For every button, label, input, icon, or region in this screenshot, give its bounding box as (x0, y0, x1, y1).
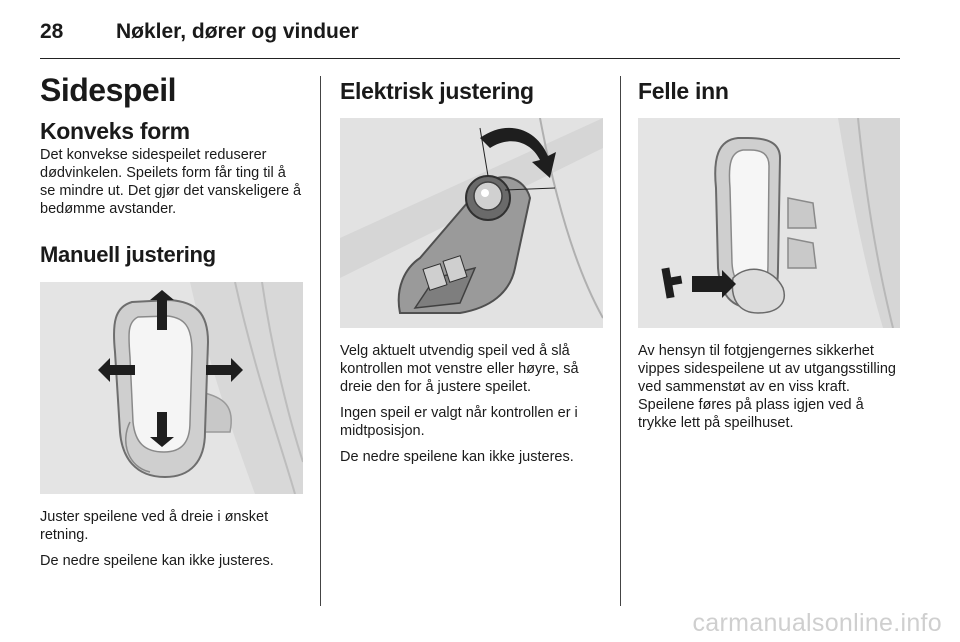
subheading-konveks-form: Konveks form (40, 118, 190, 144)
header-rule (40, 58, 900, 59)
mirror-fold-illustration (638, 118, 900, 328)
section-title-sidespeil: Sidespeil (40, 72, 176, 108)
column-sidespeil (40, 68, 305, 570)
column-divider-2 (620, 76, 621, 606)
section-title-elektrisk-justering: Elektrisk justering (340, 78, 534, 104)
paragraph-velg: Velg aktuelt utvendig speil ved å slå kontrollen mot venstre eller høyre, så dreie den for å justere speilet. (340, 343, 579, 395)
column-elektrisk (340, 68, 605, 466)
subheading-manuell-justering: Manuell justering (40, 242, 216, 267)
page-number: 28 (40, 20, 64, 43)
watermark: carmanualsonline.info (692, 609, 942, 637)
paragraph-konveks: Det konvekse sidespeilet reduserer dødvinkelen. Speilets form får ting til å se mindre ut. Det gjør det vanskeligere å bedømme avstander. (40, 147, 302, 217)
page-header (40, 18, 900, 58)
paragraph-midtposisjon: Ingen speil er valgt når kontrollen er i midtposisjon. (340, 405, 578, 439)
paragraph-fotgjengere: Av hensyn til fotgjengernes sikkerhet vippes sidespeilene ut av utgangsstilling ved sammenstøt av en viss kraft. Speilene føres på plass igjen ved å trykke lett på speilhuset. (638, 343, 896, 431)
paragraph-nedre-2: De nedre speilene kan ikke justeres. (340, 449, 574, 465)
paragraph-juster: Juster speilene ved å dreie i ønsket retning. (40, 509, 269, 543)
column-divider-1 (320, 76, 321, 606)
mirror-electric-control-illustration (340, 118, 603, 328)
section-title-felle-inn: Felle inn (638, 78, 729, 104)
chapter-title: Nøkler, dører og vinduer (116, 20, 359, 43)
paragraph-nedre-1: De nedre speilene kan ikke justeres. (40, 553, 274, 569)
mirror-manual-illustration (40, 282, 303, 494)
column-felle-inn (638, 68, 903, 432)
